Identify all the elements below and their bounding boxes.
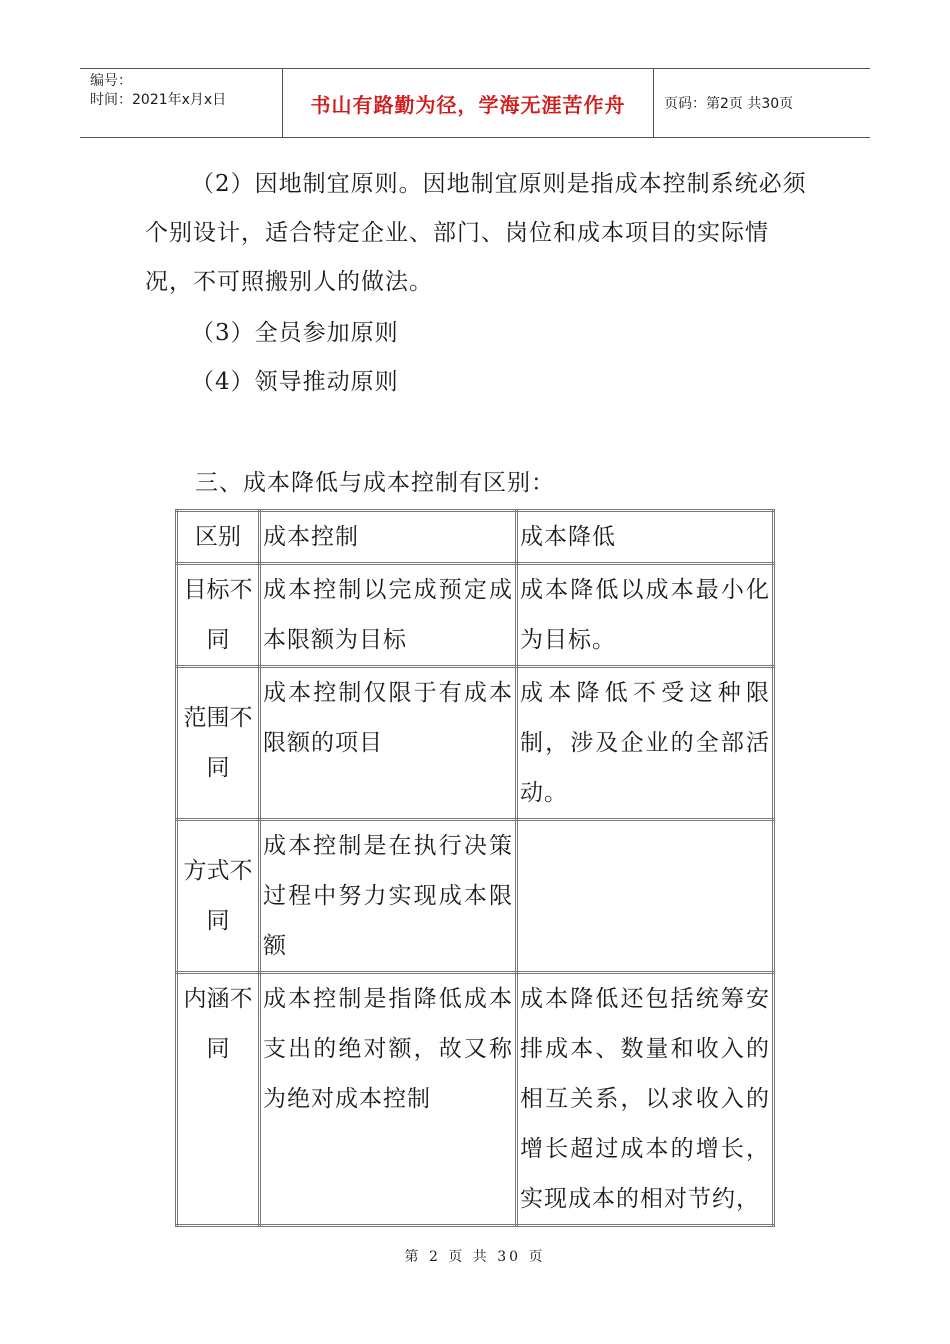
row-label: 方式不同	[177, 820, 260, 973]
header-cell-cost-control: 成本控制	[260, 511, 517, 564]
header-meta	[80, 69, 282, 137]
paragraph-leadership: （4）领导推动原则	[191, 369, 399, 395]
comparison-table	[175, 509, 775, 1227]
table-row	[177, 973, 774, 1226]
header-page-label: 页码：第2页 共30页	[664, 96, 794, 112]
row-label: 内涵不同	[177, 973, 260, 1226]
page-footer: 第 2 页 共 30 页	[404, 1249, 546, 1265]
cost-reduction-cell: 成本降低还包括统筹安排成本、数量和收入的相互关系，以求收入的增长超过成本的增长，实现成本的相对节约，	[517, 973, 774, 1226]
table-row	[177, 667, 774, 820]
table-header-row	[177, 511, 774, 564]
cost-control-cell: 成本控制以完成预定成本限额为目标	[260, 564, 517, 667]
table-row	[177, 820, 774, 973]
cost-control-cell: 成本控制仅限于有成本限额的项目	[260, 667, 517, 820]
document-number-label: 编号：	[90, 73, 132, 89]
paragraph-full-participation: （3）全员参加原则	[191, 320, 399, 346]
table-row	[177, 564, 774, 667]
header-motto: 书山有路勤为径，学海无涯苦作舟	[282, 69, 654, 137]
row-label: 范围不同	[177, 667, 260, 820]
document-time-label: 时间：2021年x月x日	[90, 92, 227, 108]
page-header	[80, 68, 870, 138]
cost-reduction-cell	[517, 820, 774, 973]
cost-control-cell: 成本控制是指降低成本支出的绝对额，故又称为绝对成本控制	[260, 973, 517, 1226]
cost-reduction-cell: 成本降低以成本最小化为目标。	[517, 564, 774, 667]
section-title: 三、成本降低与成本控制有区别：	[195, 470, 555, 496]
header-cell-difference: 区别	[177, 511, 260, 564]
paragraph-adapt-principle: （2）因地制宜原则。因地制宜原则是指成本控制系统必须个别设计，适合特定企业、部门、岗位和成本项目的实际情况，不可照搬别人的做法。	[145, 171, 807, 295]
header-cell-cost-reduction: 成本降低	[517, 511, 774, 564]
cost-control-cell: 成本控制是在执行决策过程中努力实现成本限额	[260, 820, 517, 973]
row-label: 目标不同	[177, 564, 260, 667]
cost-reduction-cell: 成本降低不受这种限制，涉及企业的全部活动。	[517, 667, 774, 820]
